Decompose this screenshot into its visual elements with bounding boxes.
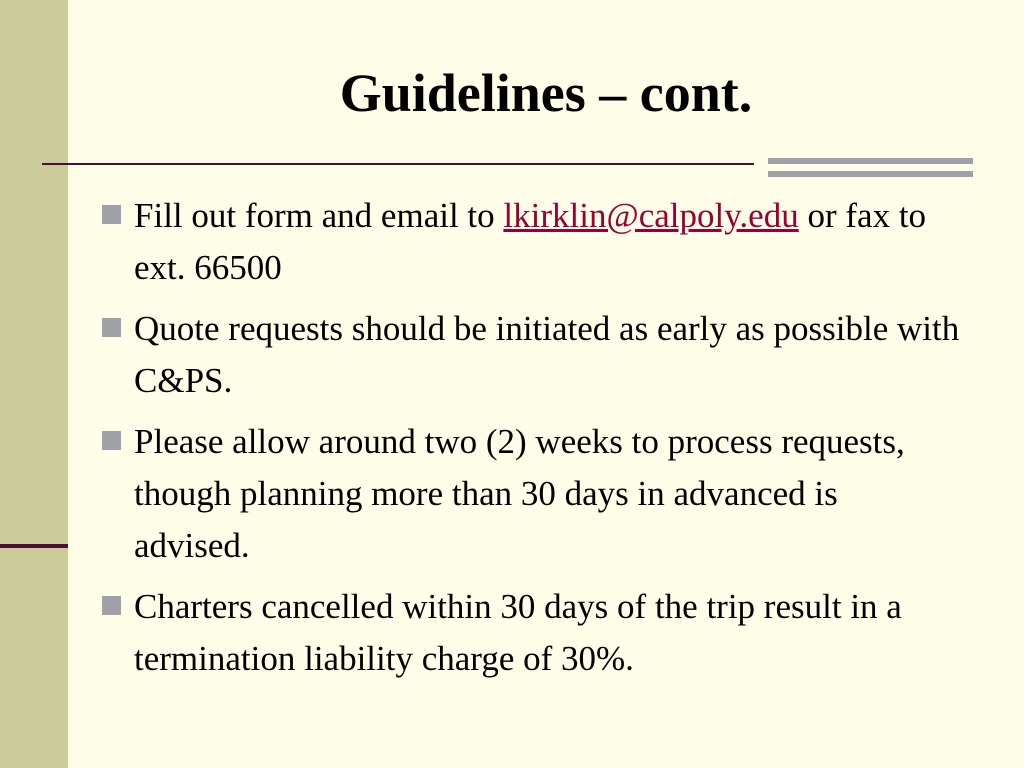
left-accent-line xyxy=(0,544,68,548)
email-link[interactable]: lkirklin@calpoly.edu xyxy=(503,196,799,235)
square-bullet-icon xyxy=(102,596,121,615)
bullet-text: Quote requests should be initiated as early as possible with C&PS. xyxy=(134,309,960,400)
square-bullet-icon xyxy=(102,205,121,224)
bullet-text: Please allow around two (2) weeks to process requests, though planning more than 30 days in advanced is advised. xyxy=(134,422,905,565)
decorative-gray-bar-top xyxy=(768,158,973,164)
bullet-text-before-link: Fill out form and email to xyxy=(134,196,504,235)
bullet-item-quote-requests xyxy=(102,303,962,407)
bullet-list xyxy=(102,190,962,694)
bullet-item-email xyxy=(102,190,962,294)
slide-title: Guidelines – cont. xyxy=(339,63,753,123)
square-bullet-icon xyxy=(102,318,121,337)
title-divider xyxy=(42,163,754,165)
bullet-item-cancellation xyxy=(102,581,962,685)
bullet-text-after-link: or fax to ext. 66500 xyxy=(134,196,927,287)
decorative-gray-bar-bottom xyxy=(768,171,973,177)
square-bullet-icon xyxy=(102,431,121,450)
bullet-text: Charters cancelled within 30 days of the trip result in a termination liability charge of 30%. xyxy=(134,587,902,678)
left-decorative-bar xyxy=(0,0,68,768)
bullet-item-processing-time xyxy=(102,416,962,572)
